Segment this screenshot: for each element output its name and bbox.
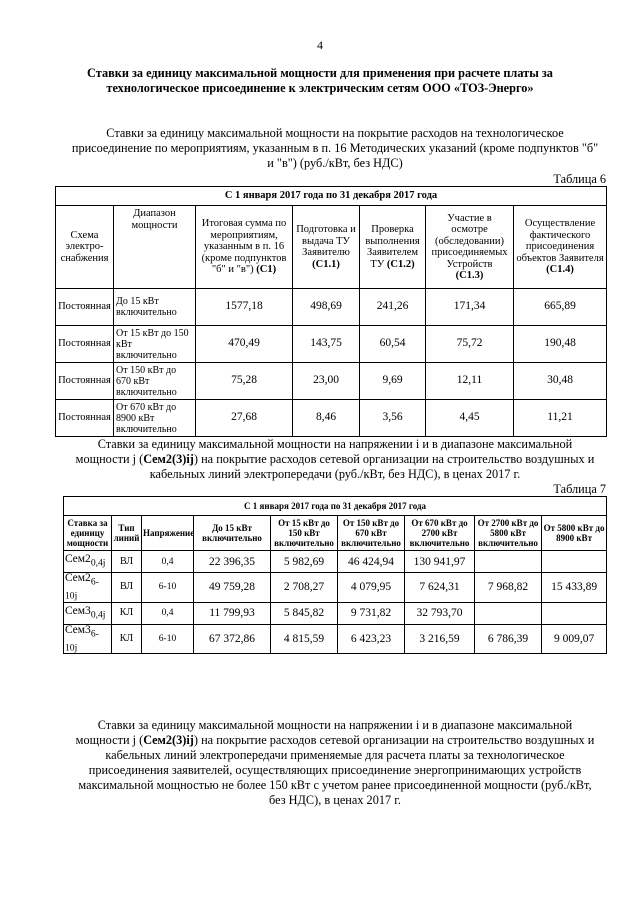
section2-intro: Ставки за единицу максимальной мощности на напряжении i и в диапазоне максимальной мощности j (Cем2(3)ij) на покрытие расходов сетевой организации на строительство воздушных и кабельных линий электропередачи (руб./кВт, без НДС), в ценах 2017 г. — [75, 437, 595, 481]
header-r4: От 670 кВт до 2700 кВт включительно — [405, 516, 475, 551]
table-row: Постоянная От 15 кВт до 150 кВт включительно 470,49 143,75 60,54 75,72 190,48 — [56, 326, 607, 363]
table6-header-row — [56, 206, 607, 289]
table7-label: Таблица 7 — [553, 482, 606, 496]
table-row: Постоянная До 15 кВт включительно 1577,18 498,69 241,26 171,34 665,89 — [56, 289, 607, 326]
table-row: $Cем3_{6-10j}$ КЛ 6-10 67 372,86 4 815,59 6 423,23 3 216,59 6 786,39 9 009,07 — [64, 624, 607, 654]
header-c11: Подготовка и выдача ТУ Заявителю (C1.1) — [293, 206, 360, 289]
header-c13: Участие в осмотре (обследовании) присоединяемых Устройств (C1.3) — [426, 206, 514, 289]
header-range: Диапазон мощности — [114, 206, 196, 289]
rate-code: $Cем2_{0,4j}$ — [64, 551, 112, 573]
table-row: $Cем2_{0,4j}$ ВЛ 0,4 22 396,35 5 982,69 46 424,94 130 941,97 — [64, 551, 607, 573]
header-r2: От 15 кВт до 150 кВт включительно — [271, 516, 338, 551]
header-r3: От 150 кВт до 670 кВт включительно — [338, 516, 405, 551]
table-row: Постоянная От 150 кВт до 670 кВт включительно 75,28 23,00 9,69 12,11 30,48 — [56, 363, 607, 400]
header-r5: От 2700 кВт до 5800 кВт включительно — [475, 516, 542, 551]
header-voltage: Напряжение — [142, 516, 194, 551]
table6-label: Таблица 6 — [553, 172, 606, 186]
header-scheme: Схема электро-снабжения — [56, 206, 114, 289]
section3-intro: Ставки за единицу максимальной мощности на напряжении i и в диапазоне максимальной мощности j (Cем2(3)ij) на покрытие расходов сетевой организации на строительство воздушных и кабельных линий электропередачи применяемые для расчета платы за технологическое присоединения заявителей, осуществляющих присоединение энергопринимающих устройств максимальной мощностью не более 150 кВт с учетом ранее присоединенной мощности (руб./кВт, без НДС), в ценах 2017 г. — [75, 718, 595, 807]
table-row: $Cем2_{6-10j}$ ВЛ 6-10 49 759,28 2 708,27 4 079,95 7 624,31 7 968,82 15 433,89 — [64, 573, 607, 603]
table-row: Постоянная От 670 кВт до 8900 кВт включительно 27,68 8,46 3,56 4,45 11,21 — [56, 400, 607, 437]
table7-header-row — [64, 516, 607, 551]
page-number: 4 — [317, 38, 323, 52]
table-row: $Cем3_{0,4j}$ КЛ 0,4 11 799,93 5 845,82 9 731,82 32 793,70 — [64, 602, 607, 624]
header-c1: Итоговая сумма по мероприятиям, указанным в п. 16 (кроме подпунктов "б" и "в") (C1) — [196, 206, 293, 289]
rates-table-6 — [55, 186, 607, 437]
section1-intro: Ставки за единицу максимальной мощности на покрытие расходов на технологическое присоединение по мероприятиям, указанным в п. 16 Методических указаний (кроме подпунктов "б" и "в") (руб./кВт, без НДС) — [71, 126, 599, 170]
rate-code: $Cем3_{0,4j}$ — [64, 602, 112, 624]
table6-caption: С 1 января 2017 года по 31 декабря 2017 года — [56, 187, 607, 206]
header-c14: Осуществление фактического присоединения объектов Заявителя (C1.4) — [514, 206, 607, 289]
header-r6: От 5800 кВт до 8900 кВт — [542, 516, 607, 551]
rates-table-7 — [63, 496, 607, 654]
rate-code: $Cем2_{6-10j}$ — [64, 573, 112, 603]
header-rate: Ставка за единицу мощности — [64, 516, 112, 551]
rate-code: $Cем3_{6-10j}$ — [64, 624, 112, 654]
header-c12: Проверка выполнения Заявителем ТУ (C1.2) — [360, 206, 426, 289]
header-type: Тип линий — [112, 516, 142, 551]
header-r1: До 15 кВт включительно — [194, 516, 271, 551]
document-title: Ставки за единицу максимальной мощности для применения при расчете платы за технологическое присоединение к электрическим сетям ООО «ТОЗ-Энерго» — [87, 66, 553, 95]
table7-caption: С 1 января 2017 года по 31 декабря 2017 года — [64, 497, 607, 516]
